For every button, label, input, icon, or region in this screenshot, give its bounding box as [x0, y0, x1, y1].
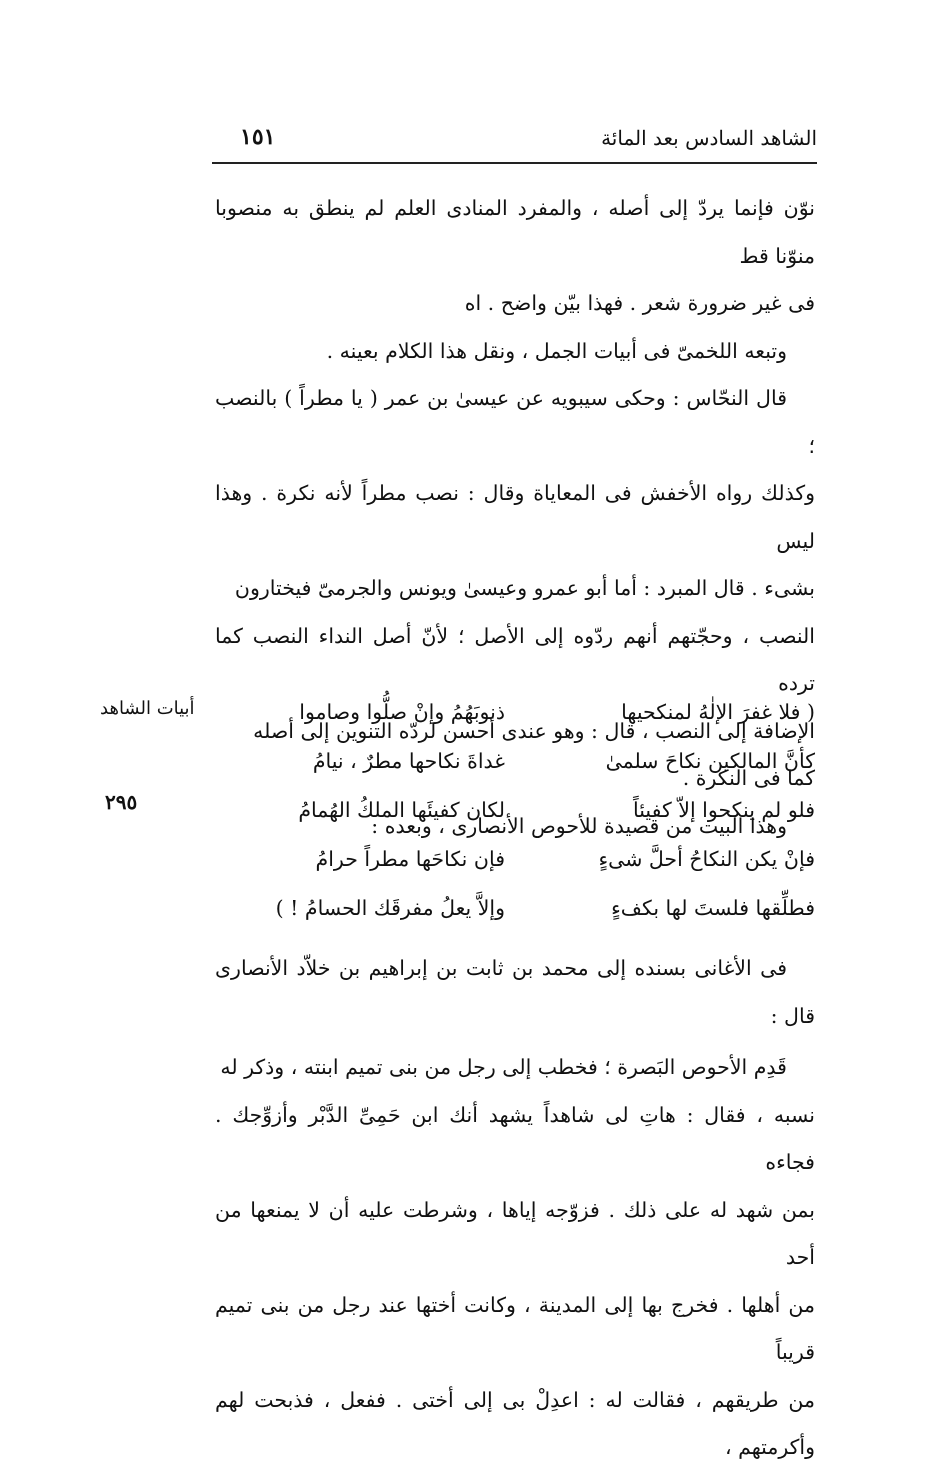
paragraph-2 [215, 328, 815, 376]
verse-first-half: فطلِّقها فلستَ لها بكفءٍ [611, 895, 815, 920]
paragraph-1 [215, 185, 815, 328]
text-line: بمن شهد له على ذلك . فزوّجه إياها ، وشرطت عليه أن لا يمنعها من أحد [215, 1197, 815, 1269]
text-line: النصب ، وحجّتهم أنهم ردّوه إلى الأصل ؛ لأنّ أصل النداء النصب كما ترده [215, 623, 815, 695]
margin-label: أبيات الشاهد [100, 698, 195, 719]
page-number: ١٥١ [240, 124, 276, 150]
text-line: كما فى النكرة . [682, 766, 815, 790]
paragraph-5 [215, 945, 815, 1040]
verse-second-half: لكان كفيئَها الملكُ الهُمامُ [298, 797, 505, 822]
text-line: قَدِم الأحوص البَصرة ؛ فخطب إلى رجل من بنى تميم ابنته ، وذكر له [220, 1055, 787, 1079]
verse-2 [215, 736, 815, 785]
verse-5 [215, 883, 815, 932]
text-line: فى الأغانى بسنده إلى محمد بن ثابت بن إبراهيم بن خلاّد الأنصارى قال : [215, 956, 815, 1028]
verse-second-half: فإن نكاحَها مطراً حرامُ [315, 846, 505, 871]
verse-3 [215, 785, 815, 834]
text-line: وتبعه اللخمىّ فى أبيات الجمل ، ونقل هذا الكلام بعينه . [326, 338, 787, 363]
verse-second-half: وإلاَّ يعلُ مفرقَك الحسامُ ! ) [275, 895, 505, 920]
running-title: الشاهد السادس بعد المائة [601, 126, 817, 150]
text-line: قال النحّاس : وحكى سيبويه عن عيسىٰ بن عمر ( يا مطراً ) بالنصب ؛ [215, 386, 815, 458]
poem-verses [215, 687, 815, 932]
page-header [212, 122, 817, 164]
verse-first-half: فلو لم ينكحوا إلاّ كفيئاً [633, 797, 815, 822]
verse-second-half: ذنوبَهُمُ وإنْ صلُّوا وصاموا [299, 699, 505, 724]
text-line: وهذا البيت من قصيدة للأحوص الأنصارى ، وبعده : [371, 813, 787, 838]
verse-1 [215, 687, 815, 736]
verse-first-half: فإنْ يكن النكاحُ أحلَّ شىءٍ [598, 846, 815, 871]
paragraph-6 [215, 1044, 815, 1472]
margin-number: ٢٩٥ [105, 790, 138, 814]
text-line: نسبه ، فقال : هاتِ لى شاهداً يشهد أنك ابن حَمِىِّ الدَّبْر وأزوِّجك . فجاءه [215, 1102, 815, 1174]
text-line: من أهلها . فخرج بها إلى المدينة ، وكانت أختها عند رجل من بنى تميم قريباً [215, 1292, 815, 1364]
text-line: الإضافة إلى النصب ، قال : وهو عندى أحسن لردّه التنوين إلى أصله [253, 718, 815, 743]
text-line: نوّن فإنما يردّ إلى أصله ، والمفرد المنادى العلم لم ينطق به منصوبا منوّنا قط [215, 196, 815, 268]
verse-first-half: كأنَّ المالكين نكاحَ سلمىٰ [605, 748, 815, 773]
verse-second-half: غداةَ نكاحها مطرٌ ، نيامُ [312, 748, 505, 773]
text-line: فى غير ضرورة شعر . فهذا بيّن واضح . اه [464, 291, 815, 315]
text-line: من طريقهم ، فقالت له : اعدِلْ بى إلى أختى . ففعل ، فذبحت لهم وأكرمتهم ، [215, 1387, 815, 1459]
verse-first-half: ( فلا غفرَ الإلٰهُ لمنكحيها [621, 699, 815, 724]
verse-4 [215, 834, 815, 883]
text-line: بشىء . قال المبرد : أما أبو عمرو وعيسىٰ ويونس والجرمىّ فيختارون [234, 576, 815, 600]
text-line: وكذلك رواه الأخفش فى المعاياة وقال : نصب مطراً لأنه نكرة . وهذا ليس [215, 481, 815, 553]
text-block-bottom [215, 945, 815, 1472]
